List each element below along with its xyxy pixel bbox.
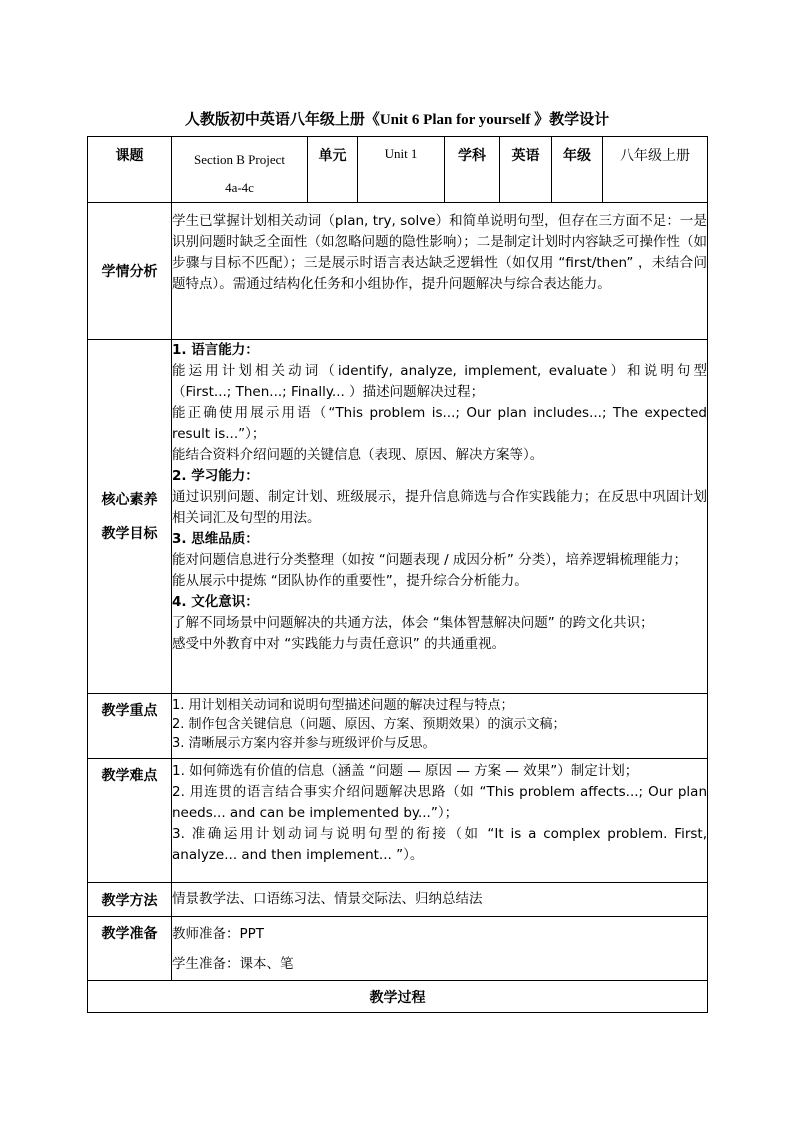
subject-label: 学科	[445, 137, 500, 203]
key-points-text	[172, 694, 708, 759]
difficulties-label: 教学难点	[88, 759, 172, 883]
goals-label	[88, 340, 172, 694]
goal-line: 能结合资料介绍问题的关键信息（表现、原因、解决方案等）。	[172, 447, 544, 463]
preparation-label: 教学准备	[88, 917, 172, 981]
goal-line: 能运用计划相关动词（identify, analyze, implement, evaluate）和说明句型（First...; Then...; Finally... ）描述问题解决过程；	[172, 363, 707, 400]
goal-line: 了解不同场景中问题解决的共通方法，体会 “集体智慧解决问题” 的跨文化共识；	[172, 615, 654, 631]
course-value-line2: 4a-4c	[225, 180, 254, 195]
course-value-line1: Section B Project	[194, 152, 285, 167]
goal-heading: 3. 思维品质：	[172, 531, 259, 547]
analysis-label: 学情分析	[88, 203, 172, 340]
methods-label: 教学方法	[88, 883, 172, 917]
goal-heading: 4. 文化意识：	[172, 594, 259, 610]
document-title: 人教版初中英语八年级上册《Unit 6 Plan for yourself 》教学设计	[184, 112, 610, 128]
key-point-line: 2. 制作包含关键信息（问题、原因、方案、预期效果）的演示文稿；	[172, 717, 566, 732]
info-row	[88, 137, 708, 203]
goal-heading: 2. 学习能力：	[172, 468, 259, 484]
analysis-text: 学生已掌握计划相关动词（plan, try, solve）和简单说明句型，但存在三方面不足：一是识别问题时缺乏全面性（如忽略问题的隐性影响）；二是制定计划时内容缺乏可操作性（如步骤与目标不匹配）；三是展示时语言表达缺乏逻辑性（如仅用 “first/then” ，未结合问题特点）。需通过结构化任务和小组协作，提升问题解决与综合表达能力。	[172, 203, 708, 340]
key-point-line: 3. 清晰展示方案内容并参与班级评价与反思。	[172, 736, 436, 751]
student-preparation: 学生准备：课本、笔	[172, 956, 294, 972]
goals-label-line2: 教学目标	[101, 525, 158, 542]
goals-text	[172, 340, 708, 694]
key-point-line: 1. 用计划相关动词和说明句型描述问题的解决过程与特点；	[172, 698, 514, 713]
goals-row	[88, 340, 708, 694]
difficulties-text	[172, 759, 708, 883]
process-label: 教学过程	[88, 981, 708, 1013]
key-points-label: 教学重点	[88, 694, 172, 759]
goal-heading: 1. 语言能力：	[172, 342, 259, 358]
analysis-row	[88, 203, 708, 340]
course-label: 课题	[88, 137, 172, 203]
methods-text: 情景教学法、口语练习法、情景交际法、归纳总结法	[172, 883, 708, 917]
teacher-preparation: 教师准备：PPT	[172, 926, 265, 942]
key-points-row	[88, 694, 708, 759]
grade-value: 八年级上册	[603, 137, 708, 203]
difficulty-line: 1. 如何筛选有价值的信息（涵盖 “问题 — 原因 — 方案 — 效果”）制定计划；	[172, 763, 639, 779]
grade-label: 年级	[552, 137, 603, 203]
difficulty-line: 3. 准确运用计划动词与说明句型的衔接（如 “It is a complex problem. First, analyze... and then implement... ”）。	[172, 826, 707, 863]
subject-value: 英语	[500, 137, 552, 203]
methods-row	[88, 883, 708, 917]
goals-label-line1: 核心素养	[101, 491, 158, 508]
difficulty-line: 2. 用连贯的语言结合事实介绍问题解决思路（如 “This problem affects...; Our plan needs... and can be implemented by...”）；	[172, 784, 707, 821]
goal-line: 感受中外教育中对 “实践能力与责任意识” 的共通重视。	[172, 636, 506, 652]
lesson-plan-table	[87, 136, 708, 1013]
goal-line: 能正确使用展示用语（“This problem is...; Our plan includes...; The expected result is...”）；	[172, 405, 707, 442]
course-value	[172, 137, 308, 203]
process-row	[88, 981, 708, 1013]
unit-value: Unit 1	[358, 137, 445, 203]
unit-label: 单元	[308, 137, 358, 203]
goal-line: 能从展示中提炼 “团队协作的重要性”，提升综合分析能力。	[172, 573, 528, 589]
preparation-text	[172, 917, 708, 981]
difficulties-row	[88, 759, 708, 883]
goal-line: 通过识别问题、制定计划、班级展示，提升信息筛选与合作实践能力；在反思中巩固计划相关词汇及句型的用法。	[172, 489, 707, 526]
preparation-row	[88, 917, 708, 981]
goal-line: 能对问题信息进行分类整理（如按 “问题表现 / 成因分析” 分类），培养逻辑梳理能力；	[172, 552, 687, 568]
